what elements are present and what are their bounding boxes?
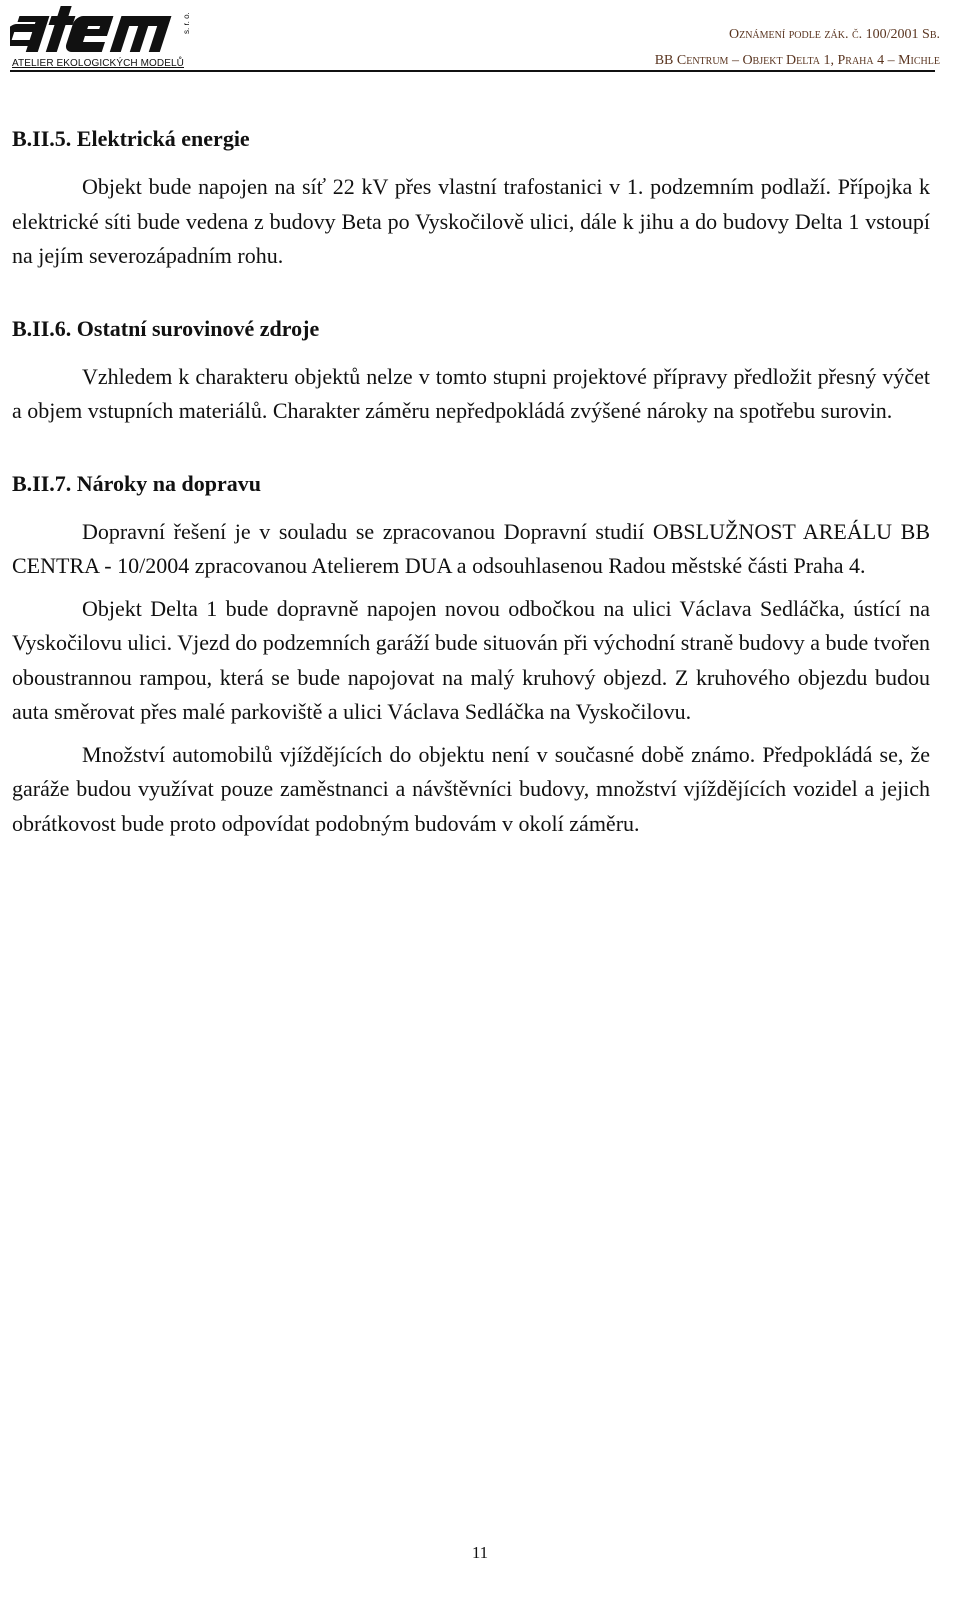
- paragraph: Dopravní řešení je v souladu se zpracovanou Dopravní studií OBSLUŽNOST AREÁLU BB CENTRA - 10/2004 zpracovanou Atelierem DUA a odsouhlasenou Radou městské části Praha 4.: [12, 518, 930, 578]
- header-rule: [10, 70, 935, 72]
- section-heading: B.II.5. Elektrická energie: [12, 126, 250, 151]
- header-info: [655, 22, 940, 74]
- header-line-1: Oznámení podle zák. č. 100/2001 Sb.: [728, 27, 940, 42]
- logo-subtitle: ATELIER EKOLOGICKÝCH MODELŮ: [12, 58, 184, 69]
- page-header: [10, 0, 940, 72]
- section-heading: B.II.6. Ostatní surovinové zdroje: [12, 315, 320, 341]
- atem-logo-graphic: [10, 2, 182, 58]
- section-raw-materials: [12, 316, 930, 429]
- page-number: 11: [471, 1543, 489, 1562]
- atem-logo: [10, 2, 190, 68]
- paragraph: Objekt bude napojen na síť 22 kV přes vlastní trafostanici v 1. podzemním podlaží. Přípojka k elektrické síti bude vedena z budovy Beta po Vyskočilově ulici, dále k jihu a do budovy Delta 1 vstoupí na jejím severozápadním rohu.: [12, 174, 930, 268]
- header-line-2: BB Centrum – Objekt Delta 1, Praha 4 – Michle: [654, 53, 940, 68]
- document-body: [12, 126, 930, 849]
- section-electric-energy: [12, 126, 930, 274]
- section-transport: [12, 471, 930, 842]
- logo-sro: s. r. o.: [182, 12, 191, 34]
- paragraph: Množství automobilů vjíždějících do objektu není v současné době známo. Předpokládá se, že garáže budou využívat pouze zaměstnanci a návštěvníci budovy, množství vjíždějících vozidel a jejich obrátkovost bude proto odpovídat podobným budovám v okolí záměru.: [12, 741, 930, 836]
- paragraph: Objekt Delta 1 bude dopravně napojen novou odbočkou na ulici Václava Sedláčka, ústící na Vyskočilovu ulici. Vjezd do podzemních garáží bude situován při východní straně budovy a bude tvořen oboustrannou rampou, která se bude napojovat na malý kruhový objezd. Z kruhového objezdu budou auta směrovat přes malé parkoviště a ulici Václava Sedláčka na Vyskočilovu.: [12, 595, 930, 724]
- paragraph: Vzhledem k charakteru objektů nelze v tomto stupni projektové přípravy předložit přesný výčet a objem vstupních materiálů. Charakter záměru nepředpokládá zvýšené nároky na spotřebu surovin.: [12, 363, 930, 423]
- section-heading: B.II.7. Nároky na dopravu: [12, 470, 261, 496]
